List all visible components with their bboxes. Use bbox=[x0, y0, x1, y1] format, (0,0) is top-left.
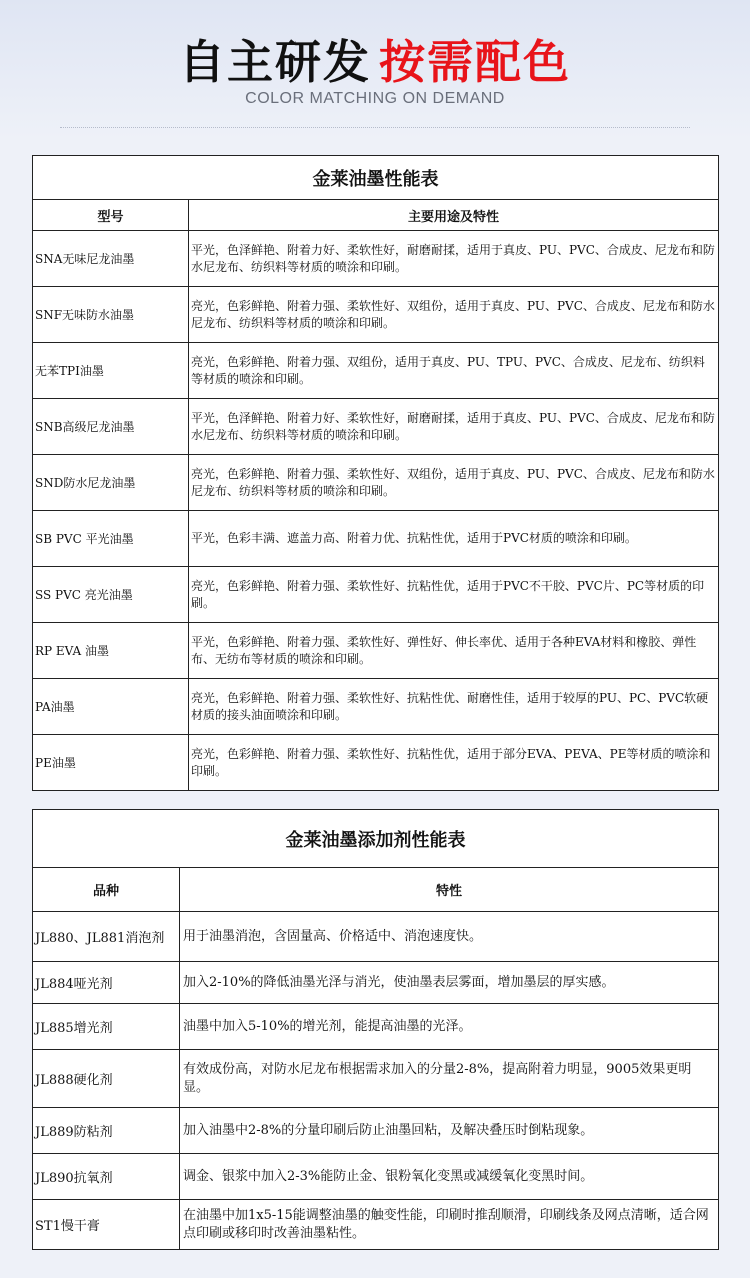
row-description: 有效成份高，对防水尼龙布根据需求加入的分量2-8%，提高附着力明显，9005效果更明显。 bbox=[180, 1050, 719, 1108]
ink-table-caption: 金莱油墨性能表 bbox=[33, 156, 719, 200]
table-row bbox=[33, 343, 719, 399]
row-name: JL885增光剂 bbox=[33, 1004, 180, 1050]
row-description: 亮光，色彩鲜艳、附着力强、柔软性好、抗粘性优，适用于PVC不干胶、PVC片、PC等材质的印刷。 bbox=[189, 567, 719, 623]
row-name: ST1慢干膏 bbox=[33, 1200, 180, 1250]
col-header-model: 型号 bbox=[33, 200, 189, 231]
row-name: SB PVC 平光油墨 bbox=[33, 511, 189, 567]
table-row bbox=[33, 1200, 719, 1250]
row-name: JL890抗氧剂 bbox=[33, 1154, 180, 1200]
row-name: SNF无味防水油墨 bbox=[33, 287, 189, 343]
row-description: 平光，色彩鲜艳、附着力强、柔软性好、弹性好、伸长率优、适用于各种EVA材料和橡胶、弹性布、无纺布等材质的喷涂和印刷。 bbox=[189, 623, 719, 679]
page-header bbox=[0, 0, 750, 140]
row-name: SNB高级尼龙油墨 bbox=[33, 399, 189, 455]
row-name: JL888硬化剂 bbox=[33, 1050, 180, 1108]
table-row bbox=[33, 962, 719, 1004]
table-row bbox=[33, 399, 719, 455]
table-row bbox=[33, 735, 719, 791]
row-name: SS PVC 亮光油墨 bbox=[33, 567, 189, 623]
additive-table-body bbox=[33, 912, 719, 1250]
row-name: PA油墨 bbox=[33, 679, 189, 735]
table-row bbox=[33, 679, 719, 735]
table-row bbox=[33, 1154, 719, 1200]
row-name: RP EVA 油墨 bbox=[33, 623, 189, 679]
row-description: 平光，色泽鲜艳、附着力好、柔软性好，耐磨耐揉，适用于真皮、PU、PVC、合成皮、尼龙布和防水尼龙布、纺织料等材质的喷涂和印刷。 bbox=[189, 399, 719, 455]
table-row bbox=[33, 912, 719, 962]
page-subtitle: COLOR MATCHING ON DEMAND bbox=[245, 90, 505, 107]
table-row bbox=[33, 511, 719, 567]
table-row bbox=[33, 1050, 719, 1108]
row-name: 无苯TPI油墨 bbox=[33, 343, 189, 399]
row-description: 亮光，色彩鲜艳、附着力强、柔软性好、双组份，适用于真皮、PU、PVC、合成皮、尼龙布和防水尼龙布、纺织料等材质的喷涂和印刷。 bbox=[189, 287, 719, 343]
row-name: JL880、JL881消泡剂 bbox=[33, 912, 180, 962]
table-row bbox=[33, 1108, 719, 1154]
table-row bbox=[33, 567, 719, 623]
row-description: 在油墨中加1x5-15能调整油墨的触变性能，印刷时推刮顺滑，印刷线条及网点清晰，适合网点印刷或移印时改善油墨粘性。 bbox=[180, 1200, 719, 1250]
row-description: 油墨中加入5-10%的增光剂，能提高油墨的光泽。 bbox=[180, 1004, 719, 1050]
row-name: JL889防粘剂 bbox=[33, 1108, 180, 1154]
ink-performance-table bbox=[32, 155, 719, 791]
table-row bbox=[33, 623, 719, 679]
row-description: 平光，色泽鲜艳、附着力好、柔软性好，耐磨耐揉，适用于真皮、PU、PVC、合成皮、尼龙布和防水尼龙布、纺织料等材质的喷涂和印刷。 bbox=[189, 231, 719, 287]
row-name: SND防水尼龙油墨 bbox=[33, 455, 189, 511]
row-description: 加入油墨中2-8%的分量印刷后防止油墨回粘，及解决叠压时倒粘现象。 bbox=[180, 1108, 719, 1154]
row-name: SNA无味尼龙油墨 bbox=[33, 231, 189, 287]
row-description: 亮光，色彩鲜艳、附着力强、柔软性好、抗粘性优、耐磨性佳，适用于较厚的PU、PC、PVC软硬材质的接头油面喷涂和印刷。 bbox=[189, 679, 719, 735]
row-description: 亮光，色彩鲜艳、附着力强、柔软性好、双组份，适用于真皮、PU、PVC、合成皮、尼龙布和防水尼龙布、纺织料等材质的喷涂和印刷。 bbox=[189, 455, 719, 511]
table-row bbox=[33, 287, 719, 343]
row-name: PE油墨 bbox=[33, 735, 189, 791]
row-description: 亮光，色彩鲜艳、附着力强、双组份，适用于真皮、PU、TPU、PVC、合成皮、尼龙布、纺织料等材质的喷涂和印刷。 bbox=[189, 343, 719, 399]
additive-table-caption: 金莱油墨添加剂性能表 bbox=[33, 810, 719, 868]
dotted-divider bbox=[60, 127, 690, 128]
col-header-property: 特性 bbox=[180, 868, 719, 912]
row-description: 用于油墨消泡，含固量高、价格适中、消泡速度快。 bbox=[180, 912, 719, 962]
row-description: 加入2-10%的降低油墨光泽与消光，使油墨表层雾面，增加墨层的厚实感。 bbox=[180, 962, 719, 1004]
row-description: 亮光，色彩鲜艳、附着力强、柔软性好、抗粘性优，适用于部分EVA、PEVA、PE等材质的喷涂和印刷。 bbox=[189, 735, 719, 791]
col-header-kind: 品种 bbox=[33, 868, 180, 912]
table-row bbox=[33, 455, 719, 511]
title-main: 自主研发 bbox=[179, 35, 371, 89]
row-name: JL884哑光剂 bbox=[33, 962, 180, 1004]
table-row bbox=[33, 231, 719, 287]
ink-table-body bbox=[33, 231, 719, 791]
row-description: 调金、银浆中加入2-3%能防止金、银粉氧化变黑或减缓氧化变黑时间。 bbox=[180, 1154, 719, 1200]
additive-performance-table bbox=[32, 809, 719, 1250]
row-description: 平光，色彩丰满、遮盖力高、附着力优、抗粘性优，适用于PVC材质的喷涂和印刷。 bbox=[189, 511, 719, 567]
col-header-usage: 主要用途及特性 bbox=[189, 200, 719, 231]
title-highlight: 按需配色 bbox=[379, 35, 571, 89]
table-row bbox=[33, 1004, 719, 1050]
page-title bbox=[0, 34, 750, 90]
